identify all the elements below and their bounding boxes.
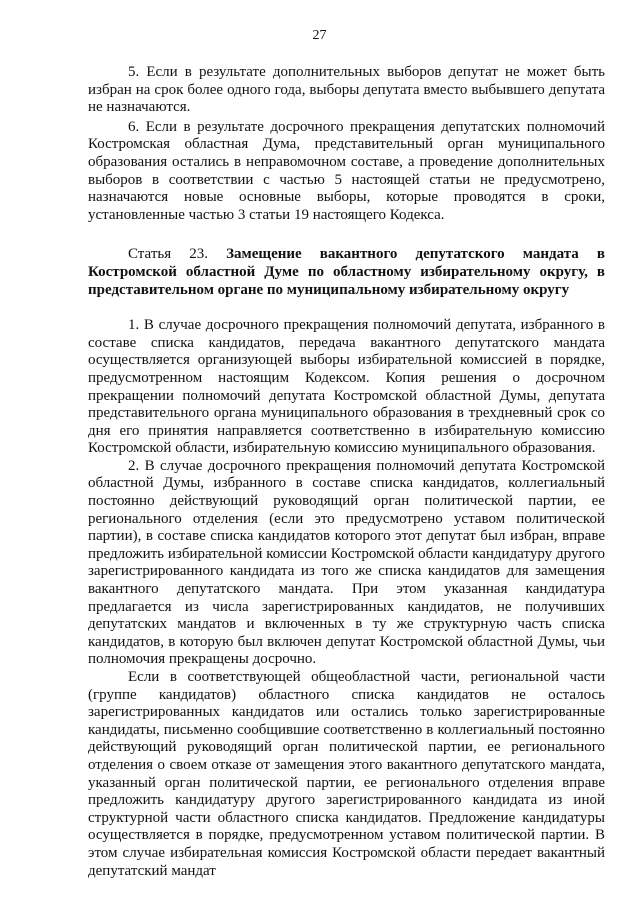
document-body <box>88 64 605 880</box>
paragraph-part-5: 5. Если в результате дополнительных выборов депутат не может быть избран на срок более одного года, выборы депутата вместо выбывшего депутата не назначаются. <box>88 64 605 116</box>
article-title: Замещение вакантного депутатского мандата в Костромской областной Думе по областному избирательному округу, в представительном органе по муниципальному избирательному округу <box>88 246 605 298</box>
article-label: Статья 23. <box>128 246 208 263</box>
paragraph-part-6: 6. Если в результате досрочного прекращения депутатских полномочий Костромская областная Дума, представительный орган муниципального образования остались в неправомочном составе, а проведение дополнительных выборов в соответствии с частью 5 настоящей статьи не предусмотрено, назначаются новые основные выборы, которые проводятся в сроки, установленные частью 3 статьи 19 настоящего Кодекса. <box>88 118 605 223</box>
spacer <box>88 299 605 317</box>
spacer <box>88 224 605 246</box>
article-heading <box>88 246 605 299</box>
paragraph-article-part-2-continuation: Если в соответствующей общеобластной части, региональной части (группе кандидатов) областного списка кандидатов не осталось зарегистрированных кандидатов или остались только зарегистрированные кандидаты, письменно сообщившие соответственно в коллегиальный постоянно действующий руководящий орган политической партии, ее регионального отделения о своем отказе от замещения этого вакантного депутатского мандата, указанный орган политической партии, ее регионального отделения вправе предложить кандидатуру другого зарегистрированного кандидата из иной структурной части областного списка кандидатов. Предложение кандидатуры осуществляется в порядке, предусмотренном уставом политической партии. В этом случае избирательная комиссия Костромской области передает вакантный депутатский мандат <box>88 669 605 879</box>
paragraph-article-part-2: 2. В случае досрочного прекращения полномочий депутата Костромской областной Думы, избранного в составе списка кандидатов, коллегиальный постоянно действующий руководящий орган политической партии, ее регионального отделения (если это предусмотрено уставом политической партии), в составе списка кандидатов которого этот депутат был избран, вправе предложить избирательной комиссии Костромской области кандидатуру другого зарегистрированного кандидата из того же списка кандидатов для замещения вакантного депутатского мандата. При этом указанная кандидатура предлагается из числа зарегистрированных кандидатов, не получивших депутатских мандатов и включенных в ту же структурную часть списка кандидатов, в которую был включен депутат Костромской областной Думы, чьи полномочия прекращены досрочно. <box>88 457 605 668</box>
paragraph-article-part-1: 1. В случае досрочного прекращения полномочий депутата, избранного в составе списка кандидатов, передача вакантного депутатского мандата осуществляется организующей выборы избирательной комиссией в порядке, предусмотренном настоящим Кодексом. Копия решения о досрочном прекращении полномочий депутата Костромской областной Думы, депутата представительного органа муниципального образования в трехдневный срок со дня его принятия направляется соответственно в избирательную комиссию Костромской области, избирательную комиссию муниципального образования. <box>88 317 605 457</box>
page-number: 27 <box>312 28 327 43</box>
